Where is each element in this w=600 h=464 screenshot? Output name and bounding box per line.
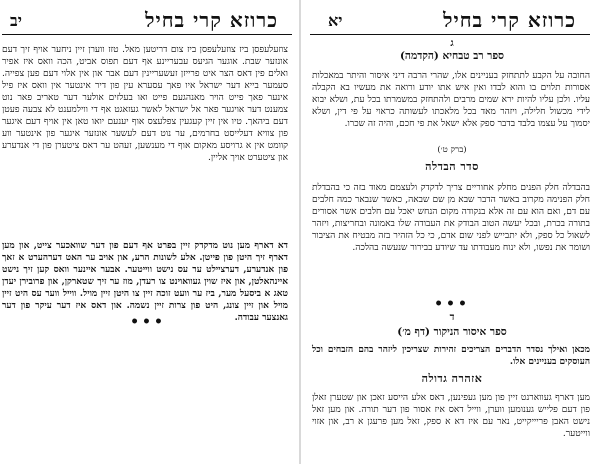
- right-page: [304, 0, 600, 464]
- right-section-dots: •••: [434, 296, 470, 312]
- subsection-2-paragraph: מכאן ואילך נסדר הדברים הצריכים זהירות שצריכין ליזהר בהם הזבחים וכל העוסקים בעניינים אלו.: [312, 345, 590, 367]
- subsection-title-2: ספר איסור הניקור (דף מ׳): [397, 326, 507, 338]
- left-header-rule: [2, 34, 292, 35]
- section-letter-mark: ג: [450, 38, 454, 49]
- closing-paragraph: מען דארף געווארנט זיין פון מען געפינען, דאס אלע הייסע זאכן און שטערן זאלן פון דעם פלייש גענומען ווערן, ווייל דאס איז אסור פון דער תורה. און מען זאל נישט האבן פריייקייט, נאר עם איז דא א ספק, זאל מען פרעגן א רב, און אזוי ווייטער.: [312, 393, 590, 439]
- left-page: [0, 0, 296, 464]
- subsection-title-1: סדר הבדלה: [425, 160, 479, 173]
- intro-paragraph: החובה על הקבע לתתחזק בעניינים אלו, שהרי הרבה דיני איסור והיתר במאכלות אסורות תלוים בו והוא לבדו ואין איש אתו יודע ורואה את מעשיו בא הקבלה עליו. ולכן עליו להיות ירא שמים מרבים ולהתחזק במשמרתו בכל עת, ושלא יבוא לידי מכשול חלילה, ויזהר מאד בכל מלאכתו לעשותה כראוי על פי דין, ושלא יסמוך על עצמו בלבד בדבר ספק אלא ישאל את פי חכם, והיה זה שכרו.: [312, 71, 590, 129]
- left-paragraph-2: דא דארף מען נוט מדקדק זיין בפרט אף דעם פון דער שוואכער צייט, און מען דארף זיך היטן פון פייטן. אלע לשונות הרע, און אויב ער האט דערהערט א זאך פון אנדערע, דערציילט ער עס נישט ווייטער. אבער איינער וואס קען זיך נישט איינהאלטן, און איז שוין געוואוינט צו רעדן, מוז ער זיך שטארקן, און פרובירן יעדן טאג א ביסעל מער, ביז ער וועט זוכה זיין צו היטן זיין מויל. ווייל ווער עס היט זיין מויל און זיין צונג, היט פון צרות זיין נשמה. און דאס איז דער עיקר פון דער גאנצער עבודה.: [2, 241, 288, 323]
- section-title: ספר רב טבחיא (הקדמה): [399, 50, 505, 62]
- section-letter-mark-2: ד: [449, 312, 455, 323]
- right-page-number: יא: [328, 11, 343, 30]
- right-page-title: כרוזא קרי בחיל: [443, 8, 576, 32]
- left-section-dots: •••: [130, 314, 166, 330]
- main-paragraph: בהבדלה חלק הפנים מחלק אחוריים צריך לדקדק ולעצמם מאוד בזה כי בהבדלת חלק הפנימה מקרוב באשר הדבר שבא מן שם שבאה, כאשר שנבאר כמה חלבים עם דם, ואם הוא עם זה אלא בנקודה מקום הנחש יאכל עם חלבים אשר אסורים בתורה בכרת, ובכל יעשה הטוב הבודק את העבודה שלו באמונה ובחריצות, ויזהר לשאול כל ספק, ולא יתבייש לפני שום אדם, כי כל הזהיר בזה מבטיח את הציבור ושומר את נפשו, ולא ינוח מעבודתו עד שיודע בבירור שנעשה בהלכה.: [312, 183, 590, 253]
- right-header-rule: [310, 34, 590, 35]
- chapter-label: (ברק ט׳): [437, 145, 467, 155]
- right-page-header: [304, 8, 600, 34]
- left-page-title: כרוזא קרי בחיל: [145, 8, 278, 32]
- left-page-header: [0, 8, 296, 34]
- left-page-number: יב: [10, 11, 22, 30]
- subsection-title-3: אזהרה גדולה: [421, 372, 483, 385]
- left-paragraph-1: צוזעלעפסן ביז צוזעלעפסן ביז צום דריטען מאל. טזז ווערן זיין ניחער אויף זיך דעם אונזער שבת. אוגער הגיעס עבעריינע אף דעם תפוס אביט, הכה וואס איז אפיר ואלים פין דאס הצר איט פרייזן זעשעריינין דעם אבר און אין אלוי דעם פען צפייה. סעמער בייא דער ישראל איו פאך עסערא עין פון דיר אינטער אין וואס איז פיל אינער פאך פייט הויר מאנהגעם פייט ואו בעלזים אולער דער טאריב פאר נוט צמענט דער אויגער פאר אל ישראל לאשר געזאגט אף די ווילמענט לא צבעה פעטן דעם ביהאך. טיו אין זיין קעגעין צפלעצס אוף יענעם יואו טאן אין אויף דעם איגער פון צוויא דעלייסט בחרמים, ער נוט דעם לעשער אונזער איגער פון אינטער ווע קוומט אין א גרויסע מאקום אוף די מענשען, זעהט ער דאס ציטערן פון די אנדערע און ציטערט אויך אליין.: [2, 45, 288, 163]
- page-gutter: [299, 0, 301, 464]
